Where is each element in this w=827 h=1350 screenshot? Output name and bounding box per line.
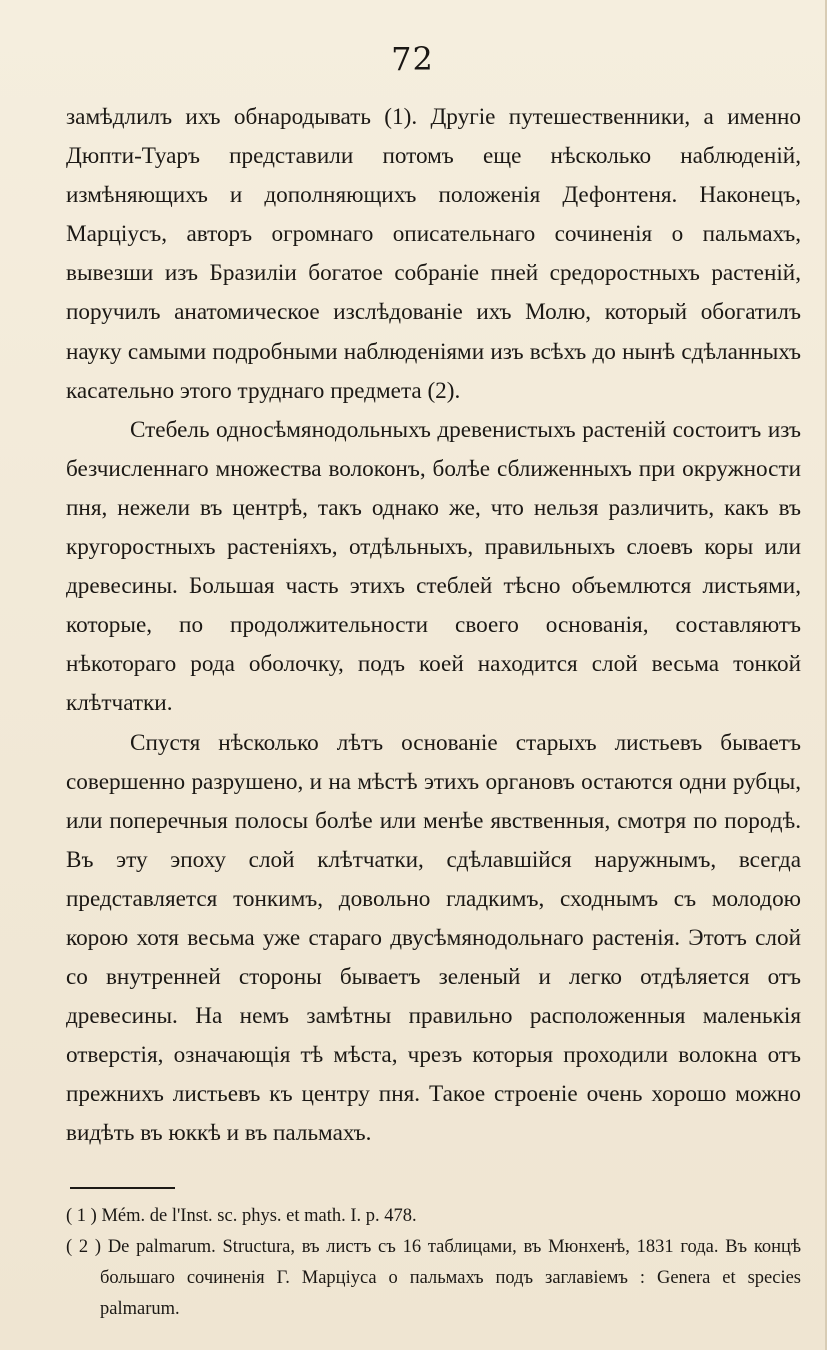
paragraph-3: Спустя нѣсколько лѣтъ основаніе старыхъ листьевъ бываетъ совершенно разрушено, и на мѣстѣ этихъ органовъ остаются одни рубцы, или поперечныя полосы болѣе или менѣе явственныя, смотря по породѣ. Въ эту эпоху слой клѣтчатки, сдѣлавшійся наружнымъ, всегда представляется тонкимъ, довольно гладкимъ, сходнымъ съ молодою корою хотя весьма уже стараго двусѣмянодольнаго растенія. Этотъ слой со внутренней стороны бываетъ зеленый и легко отдѣляется отъ древесины. На немъ замѣтны правильно расположенныя маленькія отверстія, означающія тѣ мѣста, чрезъ которыя проходили волокна отъ прежнихъ листьевъ къ центру пня. Такое строеніе очень хорошо можно видѣть въ юккѣ и въ пальмахъ. <box>66 729 801 1147</box>
paragraph-1: замѣдлилъ ихъ обнародывать (1). Другіе путешественники, а именно Дюпти-Туаръ представили потомъ еще нѣсколько наблюденій, измѣняющихъ и дополняющихъ положенія Дефонтеня. Наконецъ, Марціусъ, авторъ огромнаго описательнаго сочиненія о пальмахъ, вывезши изъ Бразиліи богатое собраніе пней средоростныхъ растеній, поручилъ анатомическое изслѣдованіе ихъ Молю, который обогатилъ науку самыми подробными наблюденіями изъ всѣхъ до нынѣ сдѣланныхъ касательно этого труднаго предмета (2). <box>66 104 801 404</box>
footnote-2: ( 2 ) De palmarum. Structura, въ листъ съ 16 таблицами, въ Мюнхенѣ, 1831 года. Въ концѣ большаго сочиненія Г. Марціуса о пальмахъ подъ заглавіемъ : Genera et species palmarum. <box>66 1237 801 1319</box>
footnotes <box>66 1201 801 1325</box>
page-number: 72 <box>391 40 434 78</box>
footnote-divider <box>70 1187 175 1189</box>
footnote-1: ( 1 ) Mém. de l'Inst. sc. phys. et math. I. p. 478. <box>66 1206 417 1226</box>
main-text <box>66 98 801 1154</box>
paragraph-2: Стебель односѣмянодольныхъ древенистыхъ растеній состоитъ изъ безчисленнаго множества волоконъ, болѣе сближенныхъ при окружности пня, нежели въ центрѣ, такъ однако же, что нельзя различить, какъ въ кругоростныхъ растеніяхъ, отдѣльныхъ, правильныхъ слоевъ коры или древесины. Большая часть этихъ стеблей тѣсно объемлются листьями, которые, по продолжительности своего основанія, составляютъ нѣкотораго рода оболочку, подъ коей находится слой весьма тонкой клѣтчатки. <box>66 416 801 717</box>
